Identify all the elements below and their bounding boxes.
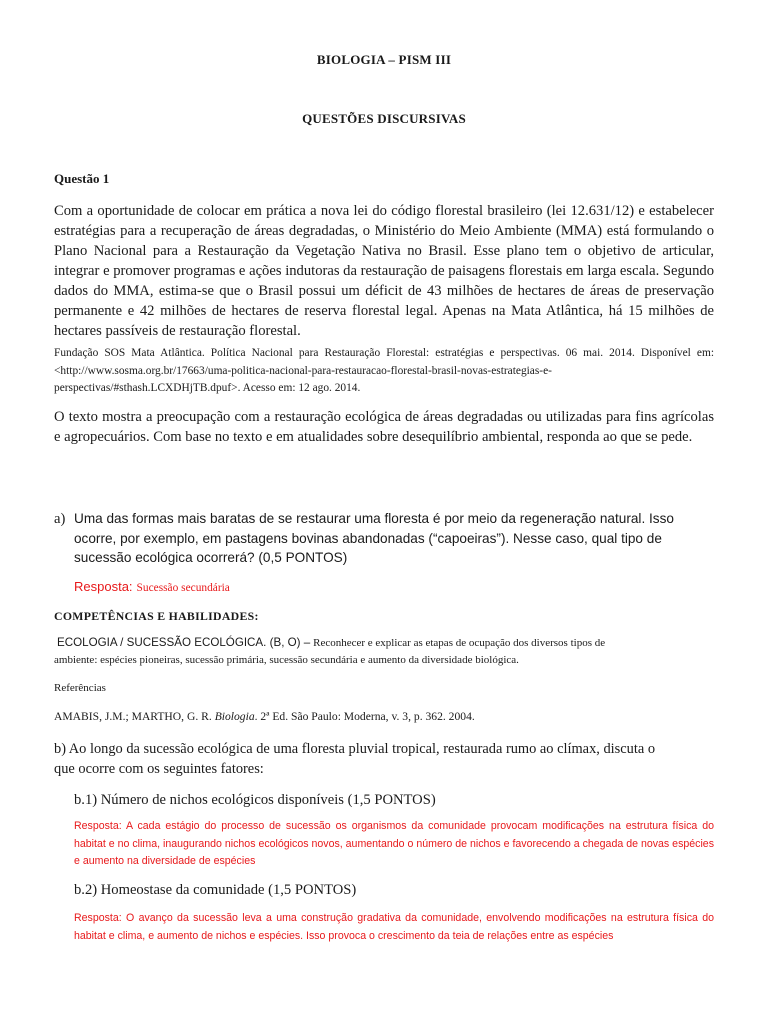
question-prompt: O texto mostra a preocupação com a restauração ecológica de áreas degradadas ou utilizadas para fins agrícolas e agropecuários. Com base no texto e em atualidades sobre desequilíbrio ambiental, responda ao que se pede. [54,409,714,445]
item-a-marker: a) [54,511,66,527]
citation-details: . 2ª Ed. São Paulo: Moderna, v. 3, p. 362. 2004. [254,710,475,723]
item-a-line-3: sucessão ecológica ocorrerá? (0,5 PONTOS) [74,550,348,565]
item-a-line-2: ocorre, por exemplo, em pastagens bovinas abandonadas (“capoeiras”). Nesse caso, qual tipo de [74,531,662,546]
question-heading: Questão 1 [54,171,110,186]
reference-citation [54,710,475,723]
competencias-line-2: ambiente: espécies pioneiras, sucessão primária, sucessão secundária e aumento da diversidade biológica. [54,654,519,666]
competencias-line-1 [57,636,605,649]
source-citation: Fundação SOS Mata Atlântica. Política Nacional para Restauração Florestal: estratégias e perspectivas. 06 mai. 2014. Disponível em: <http://www.sosma.org.br/17663/uma-politica-nacional-para-restauracao-florestal-brasil-novas-estrategias-e-perspectivas/#sthash.LCXDHjTB.dpuf>. Acesso em: 12 ago. 2014. [54,347,714,394]
citation-authors: AMABIS, J.M.; MARTHO, G. R. [54,710,212,723]
item-b2-question: b.2) Homeostase da comunidade (1,5 PONTOS) [74,882,357,898]
section-title: QUESTÕES DISCURSIVAS [302,111,466,126]
citation-title: Biologia [214,710,255,723]
referencias-heading: Referências [54,682,106,694]
item-b-line-2: que ocorre com os seguintes fatores: [54,761,264,777]
answer-text: Sucessão secundária [136,582,230,594]
item-a-answer [74,578,230,596]
item-b1-question: b.1) Número de nichos ecológicos disponíveis (1,5 PONTOS) [74,792,436,808]
item-b1-answer: Resposta: A cada estágio do processo de sucessão os organismos da comunidade provocam modificações na estrutura física do habitat e no clima, inaugurando nichos ecológicos novos, aumentando o número de nichos e favorecendo a chegada de novas espécies e aumento na diversidade de espécies [74,820,714,867]
competencias-topic: ECOLOGIA / SUCESSÃO ECOLÓGICA. (B, O) – [57,636,311,649]
document-title: BIOLOGIA – PISM III [316,52,452,67]
item-b-line-1: b) Ao longo da sucessão ecológica de uma floresta pluvial tropical, restaurada rumo ao clímax, discuta o [54,741,656,757]
question-intro-paragraph: Com a oportunidade de colocar em prática a nova lei do código florestal brasileiro (lei 12.631/12) e estabelecer estratégias para a recuperação de áreas degradadas, o Ministério do Meio Ambiente (MMA) está formulando o Plano Nacional para a Restauração da Vegetação Nativa no Brasil. Esse plano tem o objetivo de articular, integrar e promover programas e ações indutoras da restauração de paisagens florestais em larga escala. Segundo dados do MMA, estima-se que o Brasil possui um déficit de 43 milhões de hectares de áreas de preservação permanente e 42 milhões de hectares de reserva florestal legal. Apenas na Mata Atlântica, há 15 milhões de hectares passíveis de restauração florestal. [54,203,714,339]
competencias-description: Reconhecer e explicar as etapas de ocupação dos diversos tipos de [313,637,606,649]
competencias-heading: COMPETÊNCIAS E HABILIDADES: [54,609,259,623]
item-b2-answer: Resposta: O avanço da sucessão leva a uma construção gradativa da comunidade, envolvendo modificações na estrutura física do habitat e clima, e aumento de nichos e espécies. Isso provoca o crescimento da teia de relações entre as espécies [74,912,714,942]
answer-label: Resposta: [74,579,133,594]
item-a-line-1: Uma das formas mais baratas de se restaurar uma floresta é por meio da regeneração natural. Isso [74,511,674,526]
